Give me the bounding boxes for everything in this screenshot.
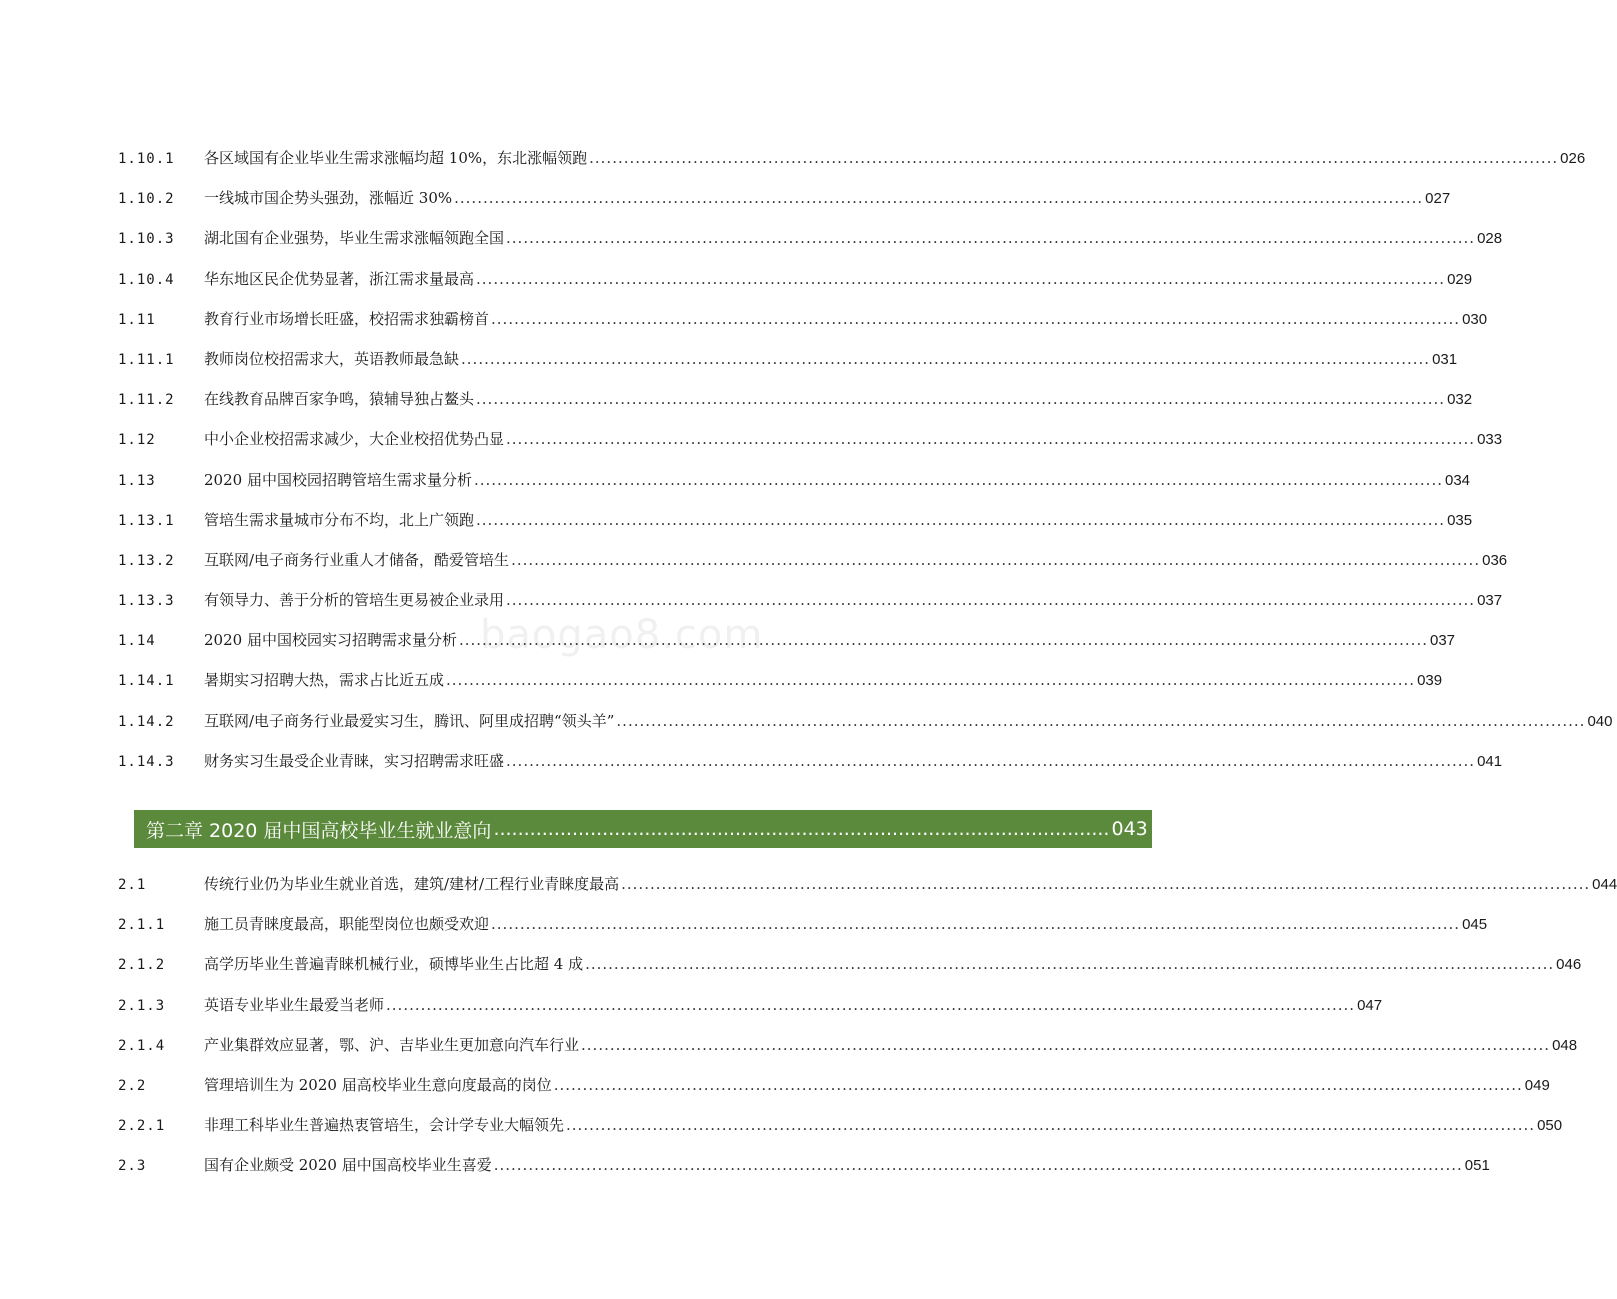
toc-leader-dots: [476, 500, 1445, 540]
toc-leader-dots: [461, 339, 1430, 379]
toc-entry-title: 2020 届中国校园招聘管培生需求量分析: [204, 470, 472, 489]
toc-entry-number: 1.10.3: [118, 231, 175, 248]
toc-leader-dots: [491, 299, 1460, 339]
toc-entry[interactable]: [118, 1065, 1550, 1105]
toc-entry-page-number: 050: [1537, 1117, 1563, 1135]
toc-entry-title: 华东地区民企优势显著，浙江需求量最高: [204, 269, 475, 288]
toc-entry[interactable]: [118, 138, 1586, 178]
toc-entry-number: 2.1.4: [118, 1037, 166, 1054]
chapter-bar[interactable]: [134, 810, 1152, 848]
toc-entry-title: 传统行业仍为毕业生就业首选，建筑/建材/工程行业青睐度最高: [204, 875, 620, 893]
diamond-icon: [115, 829, 125, 839]
toc-leader-dots: [506, 741, 1475, 781]
toc-entry-number: 2.1.2: [118, 957, 166, 974]
toc-entry-number: 1.10.1: [118, 151, 175, 167]
toc-leader-dots: [459, 620, 1428, 660]
toc-entry[interactable]: [118, 178, 1451, 218]
toc-entry-title: 有领导力、善于分析的管培生更易被企业录用: [204, 591, 505, 610]
toc-entry[interactable]: [118, 904, 1488, 944]
toc-entry-title: 高学历毕业生普遍青睐机械行业，硕博毕业生占比超 4 成: [204, 955, 584, 974]
toc-entry[interactable]: [118, 540, 1508, 580]
toc-entry-page-number: 032: [1447, 391, 1473, 409]
watermark: baogao8.com: [480, 612, 764, 658]
toc-leader-dots: [585, 944, 1554, 984]
toc-entry[interactable]: [118, 985, 1383, 1025]
toc-entry[interactable]: [118, 460, 1471, 500]
toc-entry-title: 施工员青睐度最高，职能型岗位也颇受欢迎: [204, 915, 490, 934]
toc-entry-title: 教育行业市场增长旺盛，校招需求独霸榜首: [204, 309, 490, 328]
toc-leader-dots: [554, 1065, 1523, 1105]
toc-entry-number: 1.10.2: [118, 191, 175, 208]
toc-entry-number: 1.14.1: [118, 673, 175, 690]
toc-entry-page-number: 041: [1477, 752, 1503, 770]
toc-entry[interactable]: [118, 701, 1613, 741]
toc-entry-number: 1.14.2: [118, 713, 175, 730]
toc-entry-page-number: 039: [1417, 672, 1443, 690]
toc-entry-number: 1.11.2: [118, 392, 175, 409]
toc-entry-page-number: 037: [1430, 632, 1456, 650]
toc-entry[interactable]: [118, 864, 1617, 904]
toc-entry-number: 2.1: [118, 877, 147, 893]
toc-entry-title: 产业集群效应显著，鄂、沪、吉毕业生更加意向汽车行业: [204, 1035, 580, 1054]
toc-entry-title: 暑期实习招聘大热，需求占比近五成: [204, 671, 445, 690]
toc-leader-dots: [386, 985, 1355, 1025]
toc-entry-page-number: 037: [1477, 592, 1503, 610]
toc-leader-dots: [474, 460, 1443, 500]
toc-entry-title: 国有企业颇受 2020 届中国高校毕业生喜爱: [204, 1156, 492, 1175]
toc-entry-number: 1.13.3: [118, 593, 175, 610]
toc-entry-number: 1.10.4: [118, 271, 175, 288]
toc-entry[interactable]: [118, 1145, 1490, 1185]
toc-entry-title: 湖北国有企业强势，毕业生需求涨幅领跑全国: [204, 229, 505, 248]
toc-leader-dots: [476, 259, 1445, 299]
toc-entry-number: 1.14.3: [118, 753, 175, 770]
toc-entry-page-number: 035: [1447, 511, 1473, 529]
toc-leader-dots: [566, 1105, 1535, 1145]
toc-entry-page-number: 051: [1464, 1157, 1490, 1175]
toc-leader-dots: [454, 178, 1423, 218]
toc-entry-page-number: 049: [1524, 1076, 1550, 1094]
toc-entry-title: 英语专业毕业生最爱当老师: [204, 995, 385, 1014]
toc-entry[interactable]: [118, 218, 1503, 258]
toc-entry[interactable]: [118, 259, 1473, 299]
toc-entry[interactable]: [118, 620, 1456, 660]
toc-leader-dots: [506, 218, 1475, 258]
toc-leader-dots: [506, 580, 1475, 620]
toc-entry-title: 管培生需求量城市分布不均，北上广领跑: [204, 510, 475, 529]
toc-leader-dots: [616, 701, 1585, 741]
toc-entry[interactable]: [118, 944, 1582, 984]
toc-leader-dots: [581, 1025, 1550, 1065]
chapter-heading[interactable]: [116, 810, 1148, 848]
toc-entry[interactable]: [118, 379, 1473, 419]
toc-leader-dots: [506, 419, 1475, 459]
toc-entry[interactable]: [118, 1105, 1563, 1145]
toc-entry-title: 教师岗位校招需求大，英语教师最急缺: [204, 349, 460, 368]
toc-entry-title: 非理工科毕业生普遍热衷管培生，会计学专业大幅领先: [204, 1116, 565, 1135]
toc-leader-dots: [621, 864, 1590, 904]
toc-entry[interactable]: [118, 419, 1503, 459]
toc-entry-title: 互联网/电子商务行业重人才储备，酷爱管培生: [204, 550, 510, 569]
toc-entry-number: 2.1.1: [118, 917, 166, 934]
chapter-leader-dots: [493, 818, 1109, 840]
toc-entry[interactable]: [118, 580, 1503, 620]
toc-entry-number: 1.13.1: [118, 512, 175, 529]
chapter-page-number: 043: [1111, 818, 1148, 840]
toc-entry-page-number: 046: [1556, 956, 1582, 974]
toc-entry-page-number: 030: [1462, 310, 1488, 328]
toc-entry-page-number: 036: [1482, 551, 1508, 569]
toc-entry-page-number: 031: [1432, 350, 1458, 368]
toc-entry-number: 2.2: [118, 1077, 147, 1094]
toc-entry-page-number: 033: [1477, 431, 1503, 449]
toc-entry-number: 2.1.3: [118, 997, 166, 1014]
toc-entry-title: 一线城市国企势头强劲，涨幅近 30%: [204, 189, 453, 208]
toc-section-chapter-1: [118, 138, 1613, 781]
toc-entry-number: 2.2.1: [118, 1118, 166, 1135]
toc-leader-dots: [511, 540, 1480, 580]
toc-entry-page-number: 044: [1592, 876, 1617, 893]
toc-entry-page-number: 027: [1425, 190, 1451, 208]
toc-entry-number: 1.13.2: [118, 552, 175, 569]
toc-entry-page-number: 026: [1560, 150, 1586, 167]
toc-leader-dots: [491, 904, 1460, 944]
toc-entry-title: 各区域国有企业毕业生需求涨幅均超 10%，东北涨幅领跑: [204, 149, 588, 167]
toc-entry-title: 财务实习生最受企业青睐，实习招聘需求旺盛: [204, 751, 505, 770]
toc-leader-dots: [476, 379, 1445, 419]
toc-entry-page-number: 029: [1447, 270, 1473, 288]
toc-entry[interactable]: [118, 500, 1473, 540]
toc-entry-page-number: 028: [1477, 230, 1503, 248]
toc-entry-page-number: 034: [1445, 471, 1471, 489]
toc-leader-dots: [589, 138, 1558, 178]
toc-entry-page-number: 045: [1462, 916, 1488, 934]
toc-section-chapter-2: [118, 864, 1617, 1186]
toc-entry-number: 1.11: [118, 311, 156, 328]
toc-entry-title: 中小企业校招需求减少，大企业校招优势凸显: [204, 430, 505, 449]
toc-entry[interactable]: [118, 339, 1458, 379]
toc-entry-page-number: 047: [1357, 996, 1383, 1014]
toc-leader-dots: [494, 1145, 1463, 1185]
toc-leader-dots: [446, 660, 1415, 700]
toc-entry-page-number: 048: [1552, 1036, 1578, 1054]
toc-entry-title: 互联网/电子商务行业最爱实习生，腾讯、阿里成招聘“领头羊”: [204, 711, 615, 730]
toc-entry-number: 1.13: [118, 472, 156, 489]
toc-entry-number: 1.14: [118, 633, 156, 650]
chapter-title: 第二章 2020 届中国高校毕业生就业意向: [146, 819, 492, 842]
toc-entry-title: 在线教育品牌百家争鸣，猿辅导独占鳌头: [204, 390, 475, 409]
toc-entry-title: 管理培训生为 2020 届高校毕业生意向度最高的岗位: [204, 1075, 552, 1094]
toc-entry[interactable]: [118, 660, 1443, 700]
toc-entry-page-number: 040: [1587, 712, 1613, 730]
toc-entry-title: 2020 届中国校园实习招聘需求量分析: [204, 631, 457, 650]
toc-entry-number: 2.3: [118, 1158, 147, 1175]
toc-entry[interactable]: [118, 741, 1503, 781]
toc-entry-number: 1.11.1: [118, 351, 175, 368]
toc-entry-number: 1.12: [118, 432, 156, 449]
toc-entry[interactable]: [118, 299, 1488, 339]
toc-entry[interactable]: [118, 1025, 1578, 1065]
